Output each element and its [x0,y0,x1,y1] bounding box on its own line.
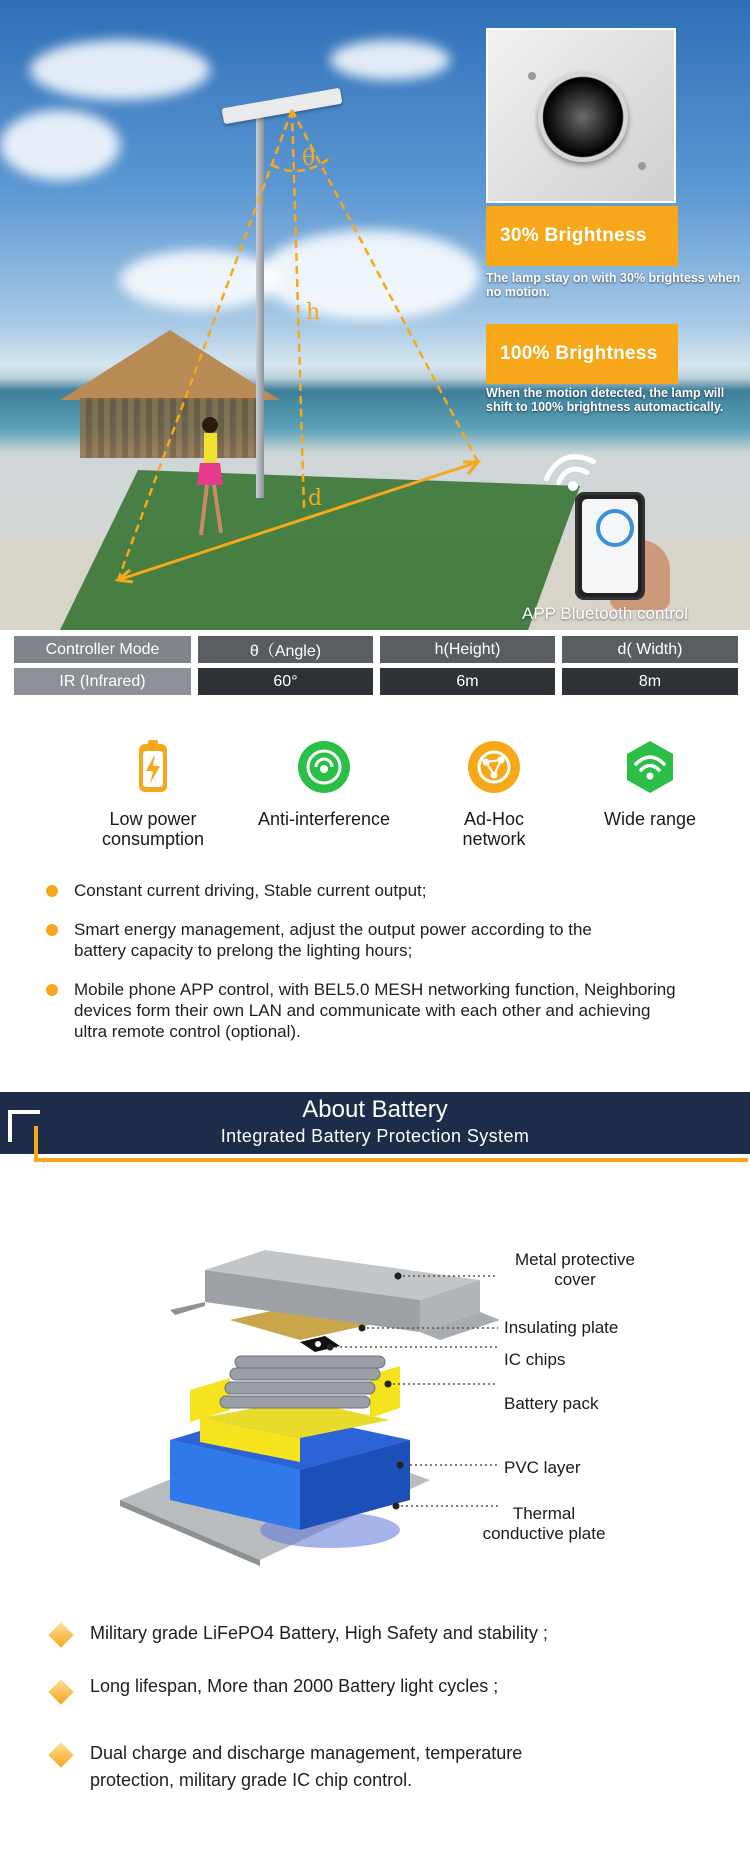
accent-line [34,1158,748,1162]
target-icon [297,740,351,794]
battery-section-header [0,1092,750,1154]
spec-value-cell: 6m [380,668,555,695]
smartphone [575,492,645,600]
feature-label: Ad-Hoc [463,809,525,829]
diamond-bullet-icon [48,1622,73,1647]
feature-low-power [78,740,228,849]
bullet-dot-icon [46,924,58,936]
part-label-thermal-plate: Thermal conductive plate [482,1504,606,1543]
height-label: h [306,300,321,325]
feature-ad-hoc-network [424,740,564,849]
feature-label: Anti-interference [257,809,391,829]
section-subtitle: Integrated Battery Protection System [220,1126,530,1146]
list-item: Smart energy management, adjust the output power according to the battery capacity to prelong the lighting hours; [46,919,626,961]
feature-bullet-list [46,880,706,1060]
bullet-dot-icon [46,885,58,897]
diamond-bullet-icon [48,1679,73,1704]
diamond-bullet-icon [48,1742,73,1767]
part-label-insulating-plate: Insulating plate [504,1318,619,1337]
feature-wide-range [580,740,720,829]
list-item: Military grade LiFePO4 Battery, High Safety and stability ; [50,1620,730,1647]
spec-value-row [14,668,740,695]
spec-header-cell: θ（Angle) [198,636,373,663]
spec-value-cell: 8m [562,668,738,695]
part-label-battery-pack: Battery pack [504,1394,599,1413]
battery-icon [126,740,180,794]
spec-header-row [14,636,740,663]
battery-bullet-list [50,1620,730,1794]
feature-label: consumption [101,829,205,849]
brightness-100-badge: 100% Brightness [486,324,678,384]
list-item: Long lifespan, More than 2000 Battery light cycles ; [50,1673,730,1700]
spec-header-cell: Controller Mode [14,636,191,663]
motion-sensor-image [486,28,676,203]
part-label-metal-cover: Metal protective cover [515,1250,635,1289]
width-label: d [308,486,323,511]
wifi-icon [623,740,677,794]
list-item: Constant current driving, Stable current output; [46,880,706,901]
bluetooth-signal-icon [535,440,605,500]
spec-value-cell: 60° [198,668,373,695]
app-bluetooth-label: APP Bluetooth control [522,604,689,623]
spec-value-cell: IR (Infrared) [14,668,191,695]
accent-line [34,1126,38,1162]
part-label-pvc-layer: PVC layer [504,1458,581,1477]
brightness-30-badge: 30% Brightness [486,206,678,266]
list-item: Dual charge and discharge management, temperature protection, military grade IC chip control. [50,1740,610,1794]
hero-scene [0,0,750,630]
list-item: Mobile phone APP control, with BEL5.0 MESH networking function, Neighboring devices form their own LAN and communicate with each other and achieving ultra remote control (optional). [46,979,676,1042]
network-icon [467,740,521,794]
spec-header-cell: h(Height) [380,636,555,663]
bullet-dot-icon [46,984,58,996]
part-label-ic-chips: IC chips [504,1350,566,1369]
brightness-30-note: The lamp stay on with 30% brightess when no motion. [486,271,741,299]
walking-person [195,415,225,545]
brightness-100-note: When the motion detected, the lamp will shift to 100% brightness automactically. [486,386,725,414]
feature-label: Low power [109,809,197,829]
feature-label: network [462,829,526,849]
spec-header-cell: d( Width) [562,636,738,663]
feature-anti-interference [234,740,414,829]
feature-label: Wide range [603,809,697,829]
section-title: About Battery [302,1096,448,1123]
theta-label: θ [302,146,316,171]
pir-sensor-dome [538,72,628,162]
